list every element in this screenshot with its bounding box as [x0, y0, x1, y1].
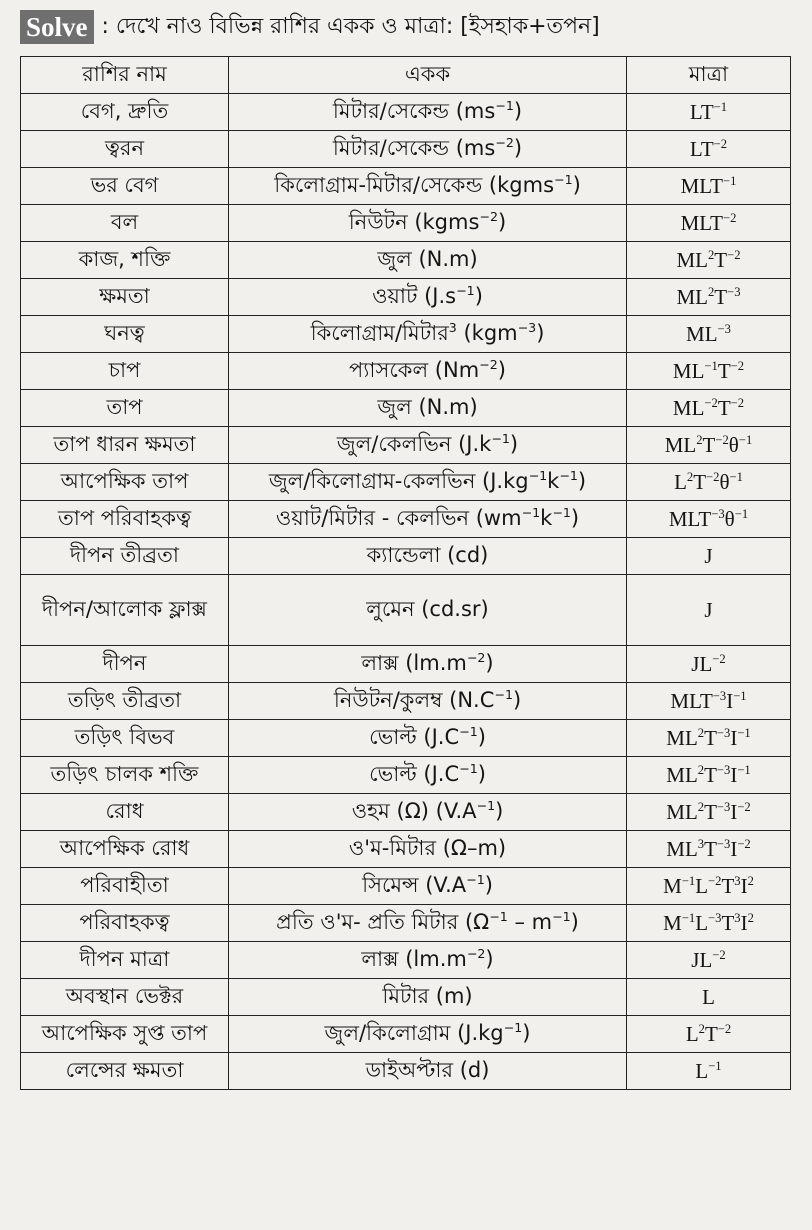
dimension-cell: $ML^{-3}$: [627, 316, 791, 353]
table-row: [21, 646, 791, 683]
unit-cell: জুল (N.m): [229, 242, 627, 279]
table-row: [21, 427, 791, 464]
quantity-cell: আপেক্ষিক তাপ: [21, 464, 229, 501]
header-quantity: রাশির নাম: [21, 57, 229, 94]
dimension-cell: $LT^{-2}$: [627, 131, 791, 168]
unit-cell: মিটার/সেকেন্ড $(ms^{-1})$: [229, 94, 627, 131]
table-row: [21, 905, 791, 942]
dimension-cell: $ML^{-2}T^{-2}$: [627, 390, 791, 427]
table-row: [21, 501, 791, 538]
table-row: [21, 316, 791, 353]
unit-cell: জুল (N.m): [229, 390, 627, 427]
unit-cell: ডাইঅপ্টার (d): [229, 1053, 627, 1090]
quantity-cell: তড়িৎ তীব্রতা: [21, 683, 229, 720]
unit-cell: প্রতি ও'ম- প্রতি মিটার $(\Omega^{-1} - m^{-1})$: [229, 905, 627, 942]
table-row: [21, 757, 791, 794]
table-row: [21, 279, 791, 316]
unit-cell: লুমেন (cd.sr): [229, 575, 627, 646]
heading: [20, 8, 790, 46]
dimension-cell: $LT^{-1}$: [627, 94, 791, 131]
unit-cell: জুল/কিলোগ্রাম-কেলভিন $(J.kg^{-1}k^{-1})$: [229, 464, 627, 501]
units-dimensions-table: [20, 56, 791, 1090]
quantity-cell: অবস্থান ভেক্টর: [21, 979, 229, 1016]
unit-cell: ওহম (Ω) $(V.A^{-1})$: [229, 794, 627, 831]
table-row: [21, 683, 791, 720]
quantity-cell: দীপন তীব্রতা: [21, 538, 229, 575]
dimension-cell: $ML^2T^{-3}$: [627, 279, 791, 316]
dimension-cell: $ML^2T^{-2}\theta^{-1}$: [627, 427, 791, 464]
table-row: [21, 868, 791, 905]
table-row: [21, 94, 791, 131]
table-row: [21, 575, 791, 646]
table-row: [21, 942, 791, 979]
quantity-cell: পরিবাহকত্ব: [21, 905, 229, 942]
dimension-cell: $L^{-1}$: [627, 1053, 791, 1090]
heading-text: : দেখে নাও বিভিন্ন রাশির একক ও মাত্রা: [ইসহাক+তপন]: [101, 13, 600, 39]
unit-cell: ওয়াট/মিটার - কেলভিন $(wm^{-1}k^{-1})$: [229, 501, 627, 538]
quantity-cell: লেন্সের ক্ষমতা: [21, 1053, 229, 1090]
table-row: [21, 205, 791, 242]
dimension-cell: $MLT^{-3}\theta^{-1}$: [627, 501, 791, 538]
table-row: [21, 390, 791, 427]
quantity-cell: দীপন: [21, 646, 229, 683]
table-row: [21, 464, 791, 501]
table-row: [21, 1016, 791, 1053]
dimension-cell: $M^{-1}L^{-3}T^3I^2$: [627, 905, 791, 942]
dimension-cell: J: [627, 575, 791, 646]
unit-cell: জুল/কেলভিন $(J.k^{-1})$: [229, 427, 627, 464]
table-row: [21, 831, 791, 868]
quantity-cell: তাপ পরিবাহকত্ব: [21, 501, 229, 538]
unit-cell: ও'ম-মিটার (Ω–m): [229, 831, 627, 868]
dimension-cell: $ML^2T^{-3}I^{-1}$: [627, 757, 791, 794]
quantity-cell: ক্ষমতা: [21, 279, 229, 316]
dimension-cell: $JL^{-2}$: [627, 942, 791, 979]
quantity-cell: পরিবাহীতা: [21, 868, 229, 905]
unit-cell: ভোল্ট $(J.C^{-1})$: [229, 757, 627, 794]
unit-cell: ক্যান্ডেলা (cd): [229, 538, 627, 575]
unit-cell: কিলোগ্রাম/মিটার$^3$ (kgm$^{-3}$): [229, 316, 627, 353]
dimension-cell: $ML^2T^{-3}I^{-2}$: [627, 794, 791, 831]
quantity-cell: বল: [21, 205, 229, 242]
unit-cell: নিউটন/কুলম্ব $(N.C^{-1})$: [229, 683, 627, 720]
unit-cell: ভোল্ট $(J.C^{-1})$: [229, 720, 627, 757]
dimension-cell: $MLT^{-1}$: [627, 168, 791, 205]
unit-cell: মিটার (m): [229, 979, 627, 1016]
quantity-cell: ঘনত্ব: [21, 316, 229, 353]
quantity-cell: তাপ: [21, 390, 229, 427]
table-row: [21, 538, 791, 575]
quantity-cell: ভর বেগ: [21, 168, 229, 205]
unit-cell: নিউটন (kgms$^{-2}$): [229, 205, 627, 242]
quantity-cell: দীপন/আলোক ফ্লাক্স: [21, 575, 229, 646]
table-row: [21, 353, 791, 390]
table-row: [21, 1053, 791, 1090]
header-unit: একক: [229, 57, 627, 94]
table-header-row: [21, 57, 791, 94]
solve-tag: Solve: [20, 10, 94, 44]
quantity-cell: আপেক্ষিক সুপ্ত তাপ: [21, 1016, 229, 1053]
unit-cell: প্যাসকেল $(Nm^{-2})$: [229, 353, 627, 390]
quantity-cell: তড়িৎ বিভব: [21, 720, 229, 757]
quantity-cell: চাপ: [21, 353, 229, 390]
table-row: [21, 979, 791, 1016]
dimension-cell: $M^{-1}L^{-2}T^3I^2$: [627, 868, 791, 905]
table-row: [21, 168, 791, 205]
table-row: [21, 131, 791, 168]
quantity-cell: তাপ ধারন ক্ষমতা: [21, 427, 229, 464]
dimension-cell: $ML^2T^{-3}I^{-1}$: [627, 720, 791, 757]
unit-cell: ওয়াট $(J.s^{-1})$: [229, 279, 627, 316]
unit-cell: লাক্স $(lm.m^{-2})$: [229, 646, 627, 683]
table-row: [21, 720, 791, 757]
dimension-cell: $MLT^{-2}$: [627, 205, 791, 242]
quantity-cell: ত্বরন: [21, 131, 229, 168]
quantity-cell: আপেক্ষিক রোধ: [21, 831, 229, 868]
quantity-cell: তড়িৎ চালক শক্তি: [21, 757, 229, 794]
dimension-cell: $ML^2T^{-2}$: [627, 242, 791, 279]
table-body: [21, 94, 791, 1090]
dimension-cell: $ML^3T^{-3}I^{-2}$: [627, 831, 791, 868]
dimension-cell: L: [627, 979, 791, 1016]
unit-cell: সিমেন্স $(V.A^{-1})$: [229, 868, 627, 905]
dimension-cell: J: [627, 538, 791, 575]
unit-cell: মিটার/সেকেন্ড $(ms^{-2})$: [229, 131, 627, 168]
dimension-cell: $L^2T^{-2}\theta^{-1}$: [627, 464, 791, 501]
dimension-cell: $JL^{-2}$: [627, 646, 791, 683]
table-row: [21, 242, 791, 279]
unit-cell: লাক্স $(lm.m^{-2})$: [229, 942, 627, 979]
dimension-cell: $ML^{-1}T^{-2}$: [627, 353, 791, 390]
dimension-cell: $L^2T^{-2}$: [627, 1016, 791, 1053]
unit-cell: কিলোগ্রাম-মিটার/সেকেন্ড (kgms$^{-1}$): [229, 168, 627, 205]
quantity-cell: দীপন মাত্রা: [21, 942, 229, 979]
table-row: [21, 794, 791, 831]
quantity-cell: রোধ: [21, 794, 229, 831]
unit-cell: জুল/কিলোগ্রাম $(J.kg^{-1})$: [229, 1016, 627, 1053]
header-dimension: মাত্রা: [627, 57, 791, 94]
quantity-cell: কাজ, শক্তি: [21, 242, 229, 279]
quantity-cell: বেগ, দ্রুতি: [21, 94, 229, 131]
dimension-cell: $MLT^{-3}I^{-1}$: [627, 683, 791, 720]
